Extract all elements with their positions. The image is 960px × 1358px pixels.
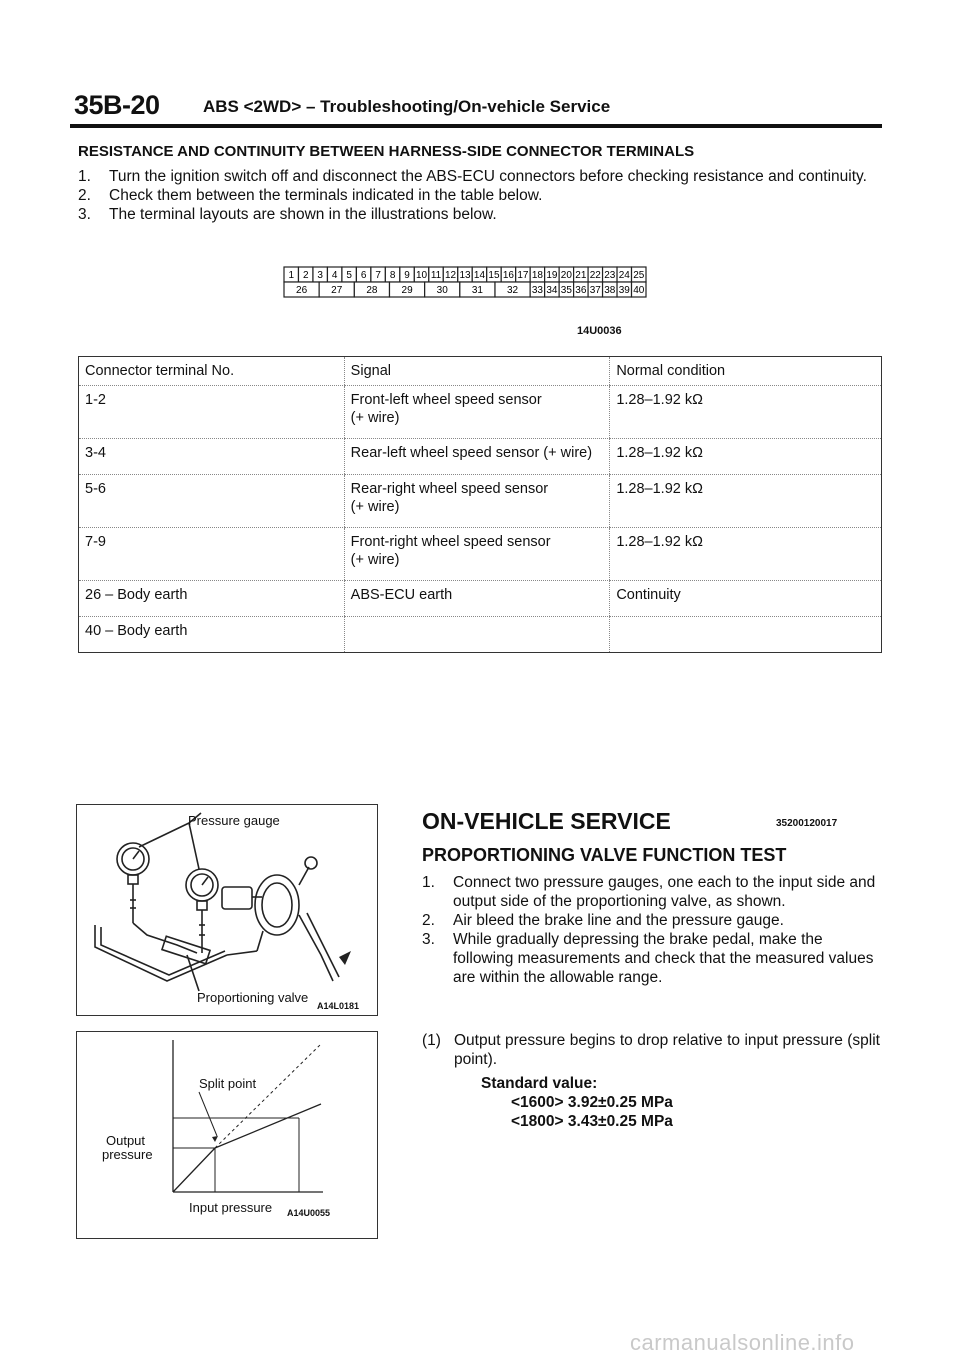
- terminal-cell: 1-2: [79, 386, 345, 439]
- terminal-number: 37: [589, 285, 601, 296]
- signal-line: (+ wire): [350, 552, 400, 568]
- connector-terminal: [414, 267, 428, 282]
- condition-cell: [610, 617, 882, 653]
- step-text: While gradually depressing the brake pedal, make the following measurements and check that the measured values are within the allowable range.: [453, 931, 874, 986]
- connector-terminal: [574, 282, 588, 297]
- step-text: Turn the ignition switch off and disconnect the ABS-ECU connectors before checking resistance and continuity.: [109, 168, 867, 185]
- table-row: [79, 617, 882, 653]
- terminal-number: 7: [375, 270, 381, 281]
- terminal-number: 18: [531, 270, 543, 281]
- terminal-cell: 3-4: [79, 439, 345, 475]
- standard-value-1600: <1600> 3.92±0.25 MPa: [511, 1094, 673, 1111]
- terminal-number: 32: [507, 285, 519, 296]
- connector-terminal: [603, 282, 617, 297]
- connector-terminal: [617, 267, 631, 282]
- section-heading: RESISTANCE AND CONTINUITY BETWEEN HARNESS-SIDE CONNECTOR TERMINALS: [78, 143, 695, 160]
- connector-bottom-row: [284, 282, 646, 297]
- terminal-number: 11: [430, 270, 442, 281]
- connector-terminal: [385, 267, 399, 282]
- output-line-initial: [173, 1148, 215, 1192]
- step-text: Connect two pressure gauges, one each to the input side and output side of the proportioning valve, as shown.: [453, 874, 876, 910]
- terminal-number: 19: [546, 270, 558, 281]
- condition-cell: Continuity: [610, 581, 882, 617]
- measurement-text: Output pressure begins to drop relative to input pressure (split point).: [454, 1032, 880, 1068]
- table-row: [79, 528, 882, 581]
- output-line-after-split: [215, 1104, 321, 1148]
- signal-line: Front-left wheel speed sensor: [350, 392, 542, 408]
- connector-terminal: [313, 267, 327, 282]
- terminal-number: 16: [502, 270, 515, 281]
- figure-code: A14U0055: [287, 1208, 331, 1218]
- terminal-number: 34: [546, 285, 558, 296]
- figure-code: A14L0181: [317, 1001, 360, 1011]
- terminal-cell: 7-9: [79, 528, 345, 581]
- table-header-row: [79, 357, 882, 386]
- condition-cell: 1.28–1.92 kΩ: [610, 386, 882, 439]
- measurement-number: (1): [422, 1032, 441, 1049]
- connector-terminal: [342, 267, 356, 282]
- column-header: Connector terminal No.: [79, 357, 345, 386]
- table-row: [79, 475, 882, 528]
- connector-figure-code: 14U0036: [577, 325, 622, 337]
- connector-terminal: [632, 282, 646, 297]
- terminal-number: 22: [589, 270, 601, 281]
- terminal-number: 8: [389, 270, 396, 281]
- terminal-number: 24: [618, 270, 630, 281]
- table-row: [79, 439, 882, 475]
- table-row: [79, 386, 882, 439]
- connector-terminal: [371, 267, 385, 282]
- terminal-number: 10: [415, 270, 428, 281]
- watermark-text: carmanualsonline.info: [630, 1330, 855, 1355]
- connector-terminal: [298, 267, 312, 282]
- connector-terminal: [588, 267, 602, 282]
- terminal-number: 20: [560, 270, 572, 281]
- test-procedure-list: [422, 873, 880, 987]
- signal-line: (+ wire): [350, 499, 400, 515]
- terminal-number: 21: [575, 270, 587, 281]
- terminal-number: 29: [401, 285, 413, 296]
- connector-terminal: [559, 267, 573, 282]
- terminal-number: 13: [459, 270, 471, 281]
- connector-terminal: [545, 282, 559, 297]
- column-header: Normal condition: [610, 357, 882, 386]
- connector-terminal: [389, 282, 424, 297]
- terminal-number: 2: [302, 270, 309, 281]
- proportioning-valve-label: Proportioning valve: [197, 990, 309, 1005]
- connector-terminal: [617, 282, 631, 297]
- column-header: Signal: [344, 357, 610, 386]
- connector-terminal: [574, 267, 588, 282]
- section-code: 35200120017: [776, 818, 838, 829]
- step-number: 1.: [78, 168, 91, 185]
- connector-terminal: [472, 267, 486, 282]
- connector-terminal: [516, 267, 530, 282]
- terminal-number: 14: [473, 270, 486, 281]
- terminal-number: 31: [471, 285, 483, 296]
- step-text: The terminal layouts are shown in the illustrations below.: [109, 206, 497, 223]
- instruction-step: [78, 205, 882, 224]
- connector-terminal: [460, 282, 495, 297]
- connector-terminal: [458, 267, 472, 282]
- signal-line: Rear-right wheel speed sensor: [350, 481, 549, 497]
- connector-terminal: [327, 267, 341, 282]
- measurement-item: [422, 1031, 880, 1069]
- step-number: 2.: [78, 187, 91, 204]
- signal-cell: [344, 528, 610, 581]
- signal-cell: [344, 475, 610, 528]
- terminal-number: 30: [436, 285, 448, 296]
- split-point-label: Split point: [199, 1076, 257, 1091]
- terminal-number: 33: [531, 285, 543, 296]
- table-row: [79, 581, 882, 617]
- connector-terminal-diagram: [280, 265, 650, 299]
- condition-cell: 1.28–1.92 kΩ: [610, 475, 882, 528]
- connector-terminal: [319, 282, 354, 297]
- step-text: Check them between the terminals indicated in the table below.: [109, 187, 543, 204]
- step-text: Air bleed the brake line and the pressure gauge.: [453, 912, 784, 929]
- connector-terminal: [354, 282, 389, 297]
- terminal-cell: 40 – Body earth: [79, 617, 345, 653]
- connector-top-row: [284, 267, 646, 282]
- terminal-number: 40: [633, 285, 645, 296]
- connector-terminal: [559, 282, 573, 297]
- connector-terminal: [588, 282, 602, 297]
- step-number: 1.: [422, 874, 435, 891]
- standard-value-label: Standard value:: [481, 1075, 598, 1092]
- connector-terminal: [545, 267, 559, 282]
- signal-line: Front-right wheel speed sensor: [350, 534, 551, 550]
- instruction-step: [78, 186, 882, 205]
- connector-terminal: [530, 267, 544, 282]
- terminal-cell: 5-6: [79, 475, 345, 528]
- proportioning-valve-illustration: [77, 805, 377, 1015]
- terminal-table: [78, 356, 882, 653]
- step-number: 3.: [78, 206, 91, 223]
- connector-terminal: [429, 267, 443, 282]
- page-number: 35B-20: [74, 90, 160, 120]
- signal-line: (+ wire): [350, 410, 400, 426]
- subsection-title: PROPORTIONING VALVE FUNCTION TEST: [422, 845, 787, 865]
- terminal-number: 36: [575, 285, 587, 296]
- procedure-step: [422, 911, 880, 930]
- split-point-figure: [76, 1031, 378, 1239]
- signal-cell: ABS-ECU earth: [344, 581, 610, 617]
- terminal-cell: 26 – Body earth: [79, 581, 345, 617]
- signal-cell: Rear-left wheel speed sensor (+ wire): [344, 439, 610, 475]
- connector-terminal: [603, 267, 617, 282]
- procedure-step: [422, 873, 880, 911]
- terminal-number: 25: [633, 270, 645, 281]
- terminal-number: 15: [488, 270, 500, 281]
- header-rule: [70, 124, 882, 128]
- signal-cell: [344, 386, 610, 439]
- step-number: 2.: [422, 912, 435, 929]
- condition-cell: 1.28–1.92 kΩ: [610, 439, 882, 475]
- terminal-number: 17: [517, 270, 529, 281]
- terminal-number: 4: [331, 270, 338, 281]
- terminal-number: 12: [444, 270, 457, 281]
- condition-cell: 1.28–1.92 kΩ: [610, 528, 882, 581]
- pressure-gauge-figure: [76, 804, 378, 1016]
- section-title: ON-VEHICLE SERVICE: [422, 808, 671, 834]
- connector-terminal: [443, 267, 457, 282]
- terminal-number: 3: [317, 270, 323, 281]
- connector-terminal: [501, 267, 515, 282]
- terminal-number: 6: [360, 270, 367, 281]
- connector-terminal: [425, 282, 460, 297]
- terminal-number: 27: [331, 285, 343, 296]
- instruction-list: [78, 167, 882, 224]
- output-pressure-label: Output: [106, 1133, 146, 1148]
- terminal-number: 23: [604, 270, 616, 281]
- terminal-number: 1: [288, 270, 295, 281]
- terminal-number: 35: [560, 285, 572, 296]
- input-pressure-label: Input pressure: [189, 1200, 273, 1215]
- connector-terminal: [284, 267, 298, 282]
- connector-terminal: [530, 282, 544, 297]
- connector-terminal: [284, 282, 319, 297]
- output-pressure-label: pressure: [102, 1147, 153, 1162]
- pressure-gauge-label: Pressure gauge: [188, 813, 280, 828]
- terminal-number: 9: [404, 270, 410, 281]
- page-title: ABS <2WD> – Troubleshooting/On-vehicle Service: [203, 97, 611, 116]
- instruction-step: [78, 167, 882, 186]
- connector-terminal: [487, 267, 501, 282]
- connector-terminal: [400, 267, 414, 282]
- terminal-number: 39: [618, 285, 630, 296]
- connector-terminal: [495, 282, 530, 297]
- signal-cell: [344, 617, 610, 653]
- connector-terminal: [632, 267, 646, 282]
- terminal-number: 26: [296, 285, 308, 296]
- reference-line-dashed: [215, 1044, 321, 1148]
- procedure-step: [422, 930, 880, 987]
- connector-terminal: [356, 267, 370, 282]
- terminal-number: 5: [346, 270, 352, 281]
- step-number: 3.: [422, 931, 435, 948]
- terminal-number: 28: [366, 285, 378, 296]
- standard-value-1800: <1800> 3.43±0.25 MPa: [511, 1113, 673, 1130]
- terminal-number: 38: [604, 285, 616, 296]
